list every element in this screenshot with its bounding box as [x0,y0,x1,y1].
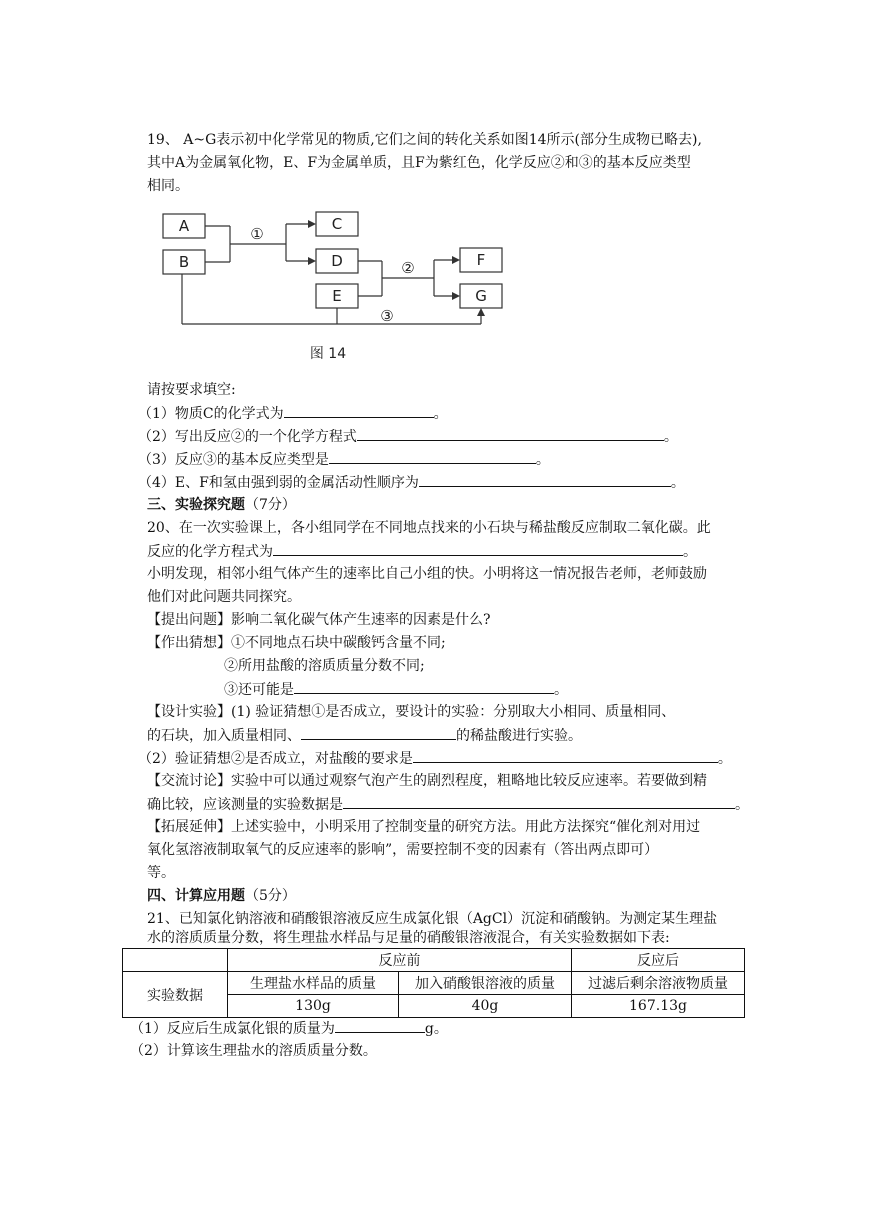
q19-line2: 其中A为金属氧化物，E、F为金属单质，且F为紫红色，化学反应②和③的基本反应类型 [147,155,691,171]
answer-blank[interactable] [329,449,536,464]
q19-item-1: （1）物质C的化学式为 。 [138,403,448,424]
q21-line2: 水的溶质质量分数，将生理盐水样品与足量的硝酸银溶液混合，有关实验数据如下表: [147,930,670,946]
reaction-label-1: ① [250,225,264,243]
table-cell: 167.13g [572,995,745,1018]
section-4-heading: 四、计算应用题（5分） [147,888,296,904]
reaction-label-3: ③ [380,307,394,325]
q20-extension-1: 【拓展延伸】上述实验中，小明采用了控制变量的研究方法。用此方法探究“催化剂对用过 [147,819,701,835]
q20-discussion-2: 确比较，应该测量的实验数据是 。 [147,794,749,815]
q20-extension-2: 氧化氢溶液制取氧气的反应速率的影响”，需要控制不变的因素有（答出两点即可） [147,842,659,858]
q19-line1: 19、 A~G表示初中化学常见的物质,它们之间的转化关系如图14所示(部分生成物已略去), [147,132,702,148]
q20-design-2: 的石块，加入质量相同、 的稀盐酸进行实验。 [147,725,582,746]
table-header-before: 反应前 [228,949,572,972]
answer-blank[interactable] [273,541,683,556]
section-3-heading: 三、实验探究题（7分） [147,497,296,513]
q20-design-3: （2）验证猜想②是否成立，对盐酸的要求是 。 [138,748,732,769]
q20-line4: 他们对此问题共同探究。 [147,589,301,605]
q19-item-4: （4）E、F和氢由强到弱的金属活动性顺序为 。 [138,472,685,493]
q20-hypothesis-2: ②所用盐酸的溶质质量分数不同; [224,658,425,674]
table-corner [123,949,228,972]
table-cell: 40g [399,995,572,1018]
node-e: E [332,287,342,305]
answer-blank[interactable] [343,794,735,809]
answer-blank[interactable] [284,403,434,418]
q20-extension-3: 等。 [147,865,175,881]
q20-line1: 20、在一次实验课上，各小组同学在不同地点找来的小石块与稀盐酸反应制取二氧化碳。此 [147,520,711,536]
q19-item-2: （2）写出反应②的一个化学方程式 。 [138,426,678,447]
table-header-after: 反应后 [572,949,745,972]
node-a: A [178,217,190,235]
node-d: D [331,252,343,270]
reaction-label-2: ② [401,259,415,277]
q20-line3: 小明发现，相邻小组气体产生的速率比自己小组的快。小明将这一情况报告老师，老师鼓励 [147,566,707,582]
reaction-diagram [140,200,520,370]
q21-line1: 21、已知氯化钠溶液和硝酸银溶液反应生成氯化银（AgCl）沉淀和硝酸钠。为测定某生理盐 [147,911,718,927]
q21-item-1: （1）反应后生成氯化银的质量为 g。 [130,1018,448,1039]
q19-line3: 相同。 [147,178,189,194]
answer-blank[interactable] [419,472,671,487]
q20-discussion-1: 【交流讨论】实验中可以通过观察气泡产生的剧烈程度，粗略地比较反应速率。若要做到精 [147,773,707,789]
answer-blank[interactable] [357,426,664,441]
answer-blank[interactable] [413,748,718,763]
node-g: G [475,287,487,305]
q20-design-1: 【设计实验】(1) 验证猜想①是否成立，要设计的实验：分别取大小相同、质量相同、 [147,704,676,720]
table-row-label: 实验数据 [123,972,228,1018]
figure-caption: 图 14 [309,346,347,362]
answer-blank[interactable] [294,679,554,694]
q21-item-2: （2）计算该生理盐水的溶质质量分数。 [130,1043,377,1059]
q19-item-3: （3）反应③的基本反应类型是 。 [138,449,550,470]
table-col-header: 加入硝酸银溶液的质量 [399,972,572,995]
table-cell: 130g [228,995,399,1018]
q19-prompt: 请按要求填空: [147,382,236,398]
answer-blank[interactable] [301,725,456,740]
q20-question: 【提出问题】影响二氧化碳气体产生速率的因素是什么? [147,612,491,628]
table-col-header: 过滤后剩余溶液物质量 [572,972,745,995]
q20-line2: 反应的化学方程式为 。 [147,541,697,562]
node-c: C [331,215,343,233]
node-f: F [476,251,486,269]
q20-hypothesis-3: ③还可能是 。 [224,679,568,700]
answer-blank[interactable] [335,1018,425,1033]
data-table [122,948,745,1018]
table-col-header: 生理盐水样品的质量 [228,972,399,995]
q20-hypothesis-1: 【作出猜想】①不同地点石块中碳酸钙含量不同; [147,635,446,651]
node-b: B [178,253,190,271]
